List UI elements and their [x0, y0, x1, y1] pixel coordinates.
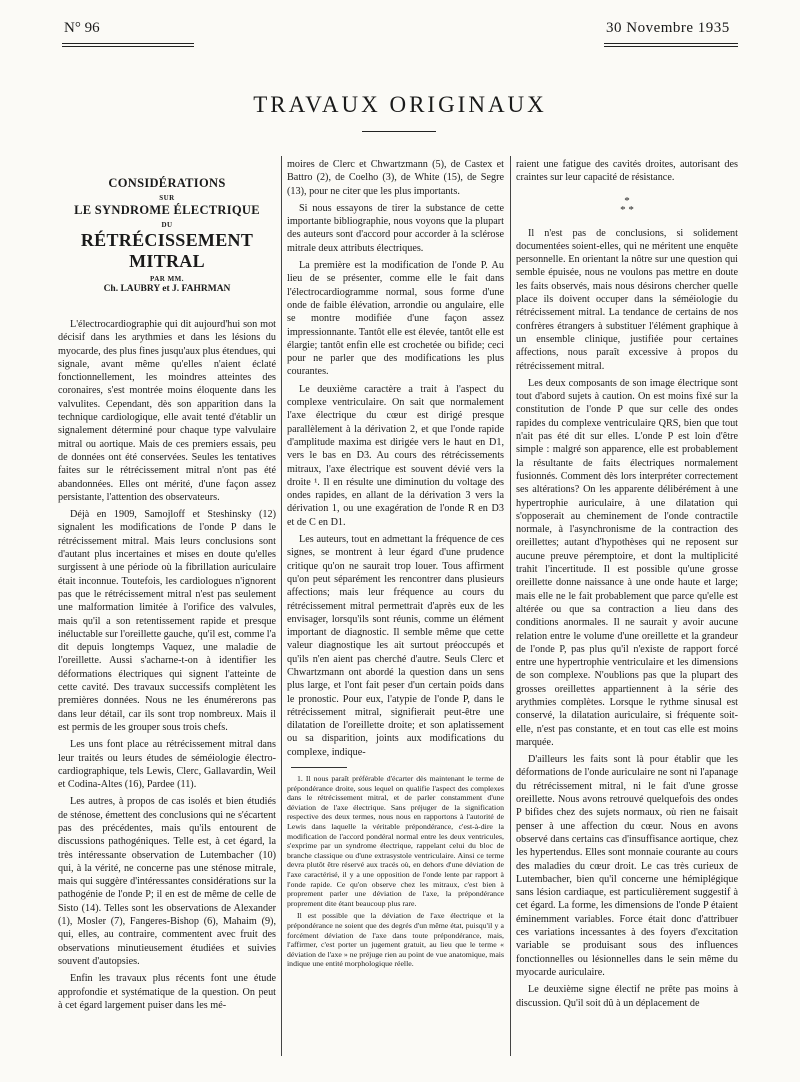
- separator-stars: * *: [620, 203, 634, 216]
- article-title-line2: LE SYNDROME ÉLECTRIQUE: [74, 203, 260, 217]
- title-rule: [362, 131, 436, 132]
- paragraph: Les uns font place au rétrécissement mitral dans leur traités ou leurs études de séméiologie électro-cardiographique, tels Lewis, Clerc, Gallavardin, Weil et Codina-Altes (16), Pardee (11).: [58, 739, 276, 791]
- paragraph: Le deuxième caractère a trait à l'aspect du complexe ventriculaire. On sait que normalement l'axe électrique du cœur est dirigé presque parallèlement à la dérivation 2, et que l'onde rapide d'amplitude maxima est dirigée vers le haut en D1, vers le bas en D3. Au cours des rétrécissements mitraux, l'axe électrique est souvent dévié vers la droite ¹. Il en résulte une diminution du voltage des ondes rapides, en allant de la dérivation 3 vers la dérivation 1, ou une exagération de l'onde R en D3 et de C en D1.: [287, 383, 504, 528]
- footnote-rule: [291, 767, 347, 768]
- paragraph: La première est la modification de l'onde P. Au lieu de se présenter, comme elle le fait dans l'électrocardiogramme normal, sous forme d'une onde de faible élévation, arrondie ou angulaire, elle se montre modifiée d'une façon assez impressionnante. Tantôt elle est élevée, tantôt elle est élargie; tantôt enfin elle est crochetée ou bifide; ceci pour ne parler que des modifications les plus courantes.: [287, 260, 504, 378]
- column-1: [58, 318, 276, 1016]
- issue-number: N° 96: [64, 20, 100, 36]
- paragraph: Les autres, à propos de cas isolés et bien étudiés de sténose, émettent des conclusions qui ne s'écartent pas des précédentes, mais qu'ils entourent de discussions pathogéniques. Telle est, à cet égard, la très intéressante observation de Lutembacher (10) qui, à la vérité, ne concerne pas une sténose mitrale, mais qui suggère d'intéressantes considérations sur la pathogénie de l'onde P; il en est de même de celle de Sisto (14). Telles sont les observations de Alexander (1), Mosler (7), Fangeres-Bishop (6), Mahaim (9), qui, elles, au contraire, commentent avec fruit des observations minutieusement étudiées et suivies souvent d'autopsies.: [58, 796, 276, 967]
- section-separator: [516, 194, 738, 216]
- paragraph: L'électrocardiographie qui dit aujourd'hui son mot décisif dans les arythmies et dans les lésions du myocarde, des plus fines jusqu'aux plus étendues, qui signale, avant même qu'elles n'aient éclaté fonctionnellement, les moindres atteintes des coronaires, s'est montrée moins éloquente dans les valvulites. Cependant, dès son apparition dans la technique cardiologique, elle avait tenté d'établir un signalement déterminé pour chaque type valvulaire mitral ou aortique. Mais de ces premiers essais, peu de données ont été conservées. Seules les tentatives faites sur le rétrécissement mitral n'ont pas été abandonnées. Elles ont mérité, d'une façon assez persistante, l'attention des observateurs.: [58, 319, 276, 503]
- article-heading: [58, 176, 276, 294]
- paragraph: Il n'est pas de conclusions, si solidement documentées soient-elles, qui ne méritent une enquête personnelle. En orientant la nôtre sur une question qui semble épuisée, nous ne voulons pas mettre en doute les faits observés, mais nous désirons chercher quelle place ils doivent occuper dans la séméiologie du rétrécissement mitral. La tendance de certains de nos confrères étrangers à substituer l'élément graphique à un ensemble clinique, justifiée pour certaines affections, nous paraît excessive à propos du rétrécissement mitral.: [516, 227, 738, 372]
- paragraph: Les auteurs, tout en admettant la fréquence de ces signes, se montrent à leur égard d'une prudence critique qu'on ne saurait trop louer. Tous affirment qu'on peut séparément les rencontrer dans plusieurs affections; mais leur fréquence au cours du rétrécissement mitral permettrait d'après eux de les envisager, lorsqu'ils sont réunis, comme un élément important de diagnostic. Il semble même que cette valeur diagnostique les ait surtout préoccupés et qu'ils n'en aient pas cherché d'autre. Seuls Clerc et Chwartzmann ont abordé la question dans un sens plus large, et l'ont fait peser d'un certain poids dans le pronostic. Pour eux, l'atypie de l'onde P, dans le rétrécissement mitral, signifierait peut-être une dilatation de l'oreillette droite; et son aplatissement ou sa disparition, joints aux modifications du complexe, indique-: [287, 534, 504, 758]
- article-title-du: DU: [161, 221, 173, 229]
- header-rule-right: [604, 43, 738, 47]
- column-divider-2: [510, 156, 511, 1056]
- column-3: [516, 158, 738, 1014]
- footnote: 1. Il nous paraît préférable d'écarter dès maintenant le terme de prépondérance droite, sous lequel on qualifie l'aspect des complexes dans le rétrécissement mitral, et de parler constamment d'une déviation de l'axe électrique. Sans préjuger de la signification respective des deux termes, nous nous en rapportons à l'autorité de Lewis dans laquelle la véritable prépondérance, c'est-à-dire la modification de l'accord pondéral normal entre les deux ventricules, s'exprime par un syndrome électrique, rappelant celui du bloc de branche classique ou d'une extrasystole ventriculaire. Ainsi ce terme devra plutôt être réservé aux tracés où, en dehors d'une déviation de l'axe caractérisé, il y a une opposition de l'onde lente par rapport à l'onde rapide. Ce qu'on observe chez les mitraux, c'est bien à proprement parler une déviation de l'axe, la prépondérance proprement dite étant beaucoup plus rare.: [287, 774, 504, 908]
- article-par: PAR MM.: [149, 275, 185, 283]
- paragraph: Les deux composants de son image électrique sont tout d'abord sujets à caution. On est moins fixé sur la constitution de l'onde P que sur celle des ondes rapides du complexe ventriculaire QRS, bien que tout n'ait pas été dit sur elles. L'onde P est loin d'être simple : malgré son apparence, elle est probablement la résultante de faits électriques normalement fusionnés. Comment dès lors interpréter correctement ses altérations? On les apparente délibérément à une hypertrophie auriculaire, à une dilatation qui s'opposerait au cheminement de l'onde contractile normale, à l'asynchronisme de la contraction des oreillettes; autant d'hypothèses qui ne reposent sur aucune preuve péremptoire, et dont la multiplicité trahit l'incertitude. Il est possible qu'une grosse oreillette donne naissance à une onde haute et large; mais elle ne le fait probablement que parce qu'elle est altérée ou que sa contraction a lieu dans des conditions anormales. Il ne saurait y avoir aucune relation entre le volume d'une oreillette et la grandeur de l'onde P, pas plus qu'il n'existe de rapport forcé entre une hypertrophie ventriculaire et les dimensions de son complexe. N'oublions pas que la plupart des grosses oreillettes appartiennent à la série des arythmies complètes. Lorsque le rythme sinusal est conservé, la dilatation auriculaire, si fréquente soit-elle, n'est pas constante, et en tout cas elle est moins marquée.: [516, 377, 738, 748]
- section-title: TRAVAUX ORIGINAUX: [253, 92, 547, 117]
- paragraph: moires de Clerc et Chwartzmann (5), de Castex et Battro (2), de Coelho (3), de White (15), de Segre (13), pour ne citer que les plus importants.: [287, 159, 504, 197]
- paragraph: Si nous essayons de tirer la substance de cette importante bibliographie, nous voyons que la plupart des auteurs sont d'accord pour accorder à la sclérose mitrale deux attributs électriques.: [287, 202, 504, 254]
- paragraph: Déjà en 1909, Samojloff et Steshinsky (12) signalent les modifications de l'onde P dans le rétrécissement mitral. Mais leurs conclusions sont d'autant plus incertaines et mises en doute qu'elles surgissent à une période où la fibrillation auriculaire était inconnue. Toutefois, les cardiologues n'ignorent pas que le rétrécissement mitral n'est pas seulement une malformation limitée à l'orifice des valvules, mais qu'il a son retentissement rapide et presque inéluctable sur l'oreillette gauche, qu'il est, comme l'a dit depuis longtemps Vaquez, une maladie de l'oreillette. Aussi s'acharne-t-on à identifier les déformations électriques qui signent l'atteinte de cette cavité. Des travaux successifs complètent les premières données. Nous ne les énumérerons pas dans leur détail, car ils sont trop nombreux. Mais il est permis de les grouper sous trois chefs.: [58, 509, 276, 733]
- article-title-sur: SUR: [159, 194, 175, 202]
- header-rule-left: [62, 43, 194, 47]
- column-divider-1: [281, 156, 282, 1056]
- column-2: [287, 158, 504, 973]
- issue-date: 30 Novembre 1935: [606, 20, 730, 36]
- paragraph: Le deuxième signe électif ne prête pas moins à discussion. Qu'il soit dû à un déplacement de: [516, 984, 738, 1009]
- separator-star: *: [624, 194, 630, 207]
- article-authors: Ch. LAUBRY et J. FAHRMAN: [103, 284, 231, 294]
- footnote: Il est possible que la déviation de l'axe électrique et la prépondérance ne soient que des degrés d'un même état, puisqu'il y a forcément déviation de l'axe dans toute prépondérance, mais, l'affirmer, c'est porter un jugement gratuit, au lieu que le terme « déviation de l'axe » ne préjuge rien au point de vue anatomique, mais indique une entité morphologique réelle.: [287, 911, 504, 969]
- article-title-line1: CONSIDÉRATIONS: [108, 176, 226, 190]
- paragraph: D'ailleurs les faits sont là pour établir que les déformations de l'onde auriculaire ne sont ni l'apanage du rétrécissement mitral, ni le fait d'une grosse oreillette. Nous avons retrouvé quelquefois des ondes P bifides chez des sujets normaux, où rien ne faisait penser à une affection du cœur. Nous en avons observé dans certains cas d'insuffisance aortique, chez les hypertendus. Elles sont monnaie courante au cours des maladies du cœur droit. Le cas très curieux de Lutembacher, bien qu'il concerne une hémiplégique sans lésion cardiaque, est particulièrement suggestif à cet égard. La forme, les dimensions de l'onde P étaient éminemment variables. Force était donc d'attribuer ces variations incessantes à des foyers d'excitation variable se produisant sous des influences fonctionnelles ou lésionnelles dans le sein même du myocarde auriculaire.: [516, 754, 738, 978]
- paragraph: raient une fatigue des cavités droites, autorisant des craintes sur leur capacité de résistance.: [516, 159, 738, 184]
- footnotes: [287, 774, 504, 969]
- paragraph: Enfin les travaux plus récents font une étude approfondie et systématique de la question. On peut à cet égard largement puiser dans les mé-: [58, 973, 276, 1011]
- article-title-line3: RÉTRÉCISSEMENT MITRAL: [80, 230, 254, 271]
